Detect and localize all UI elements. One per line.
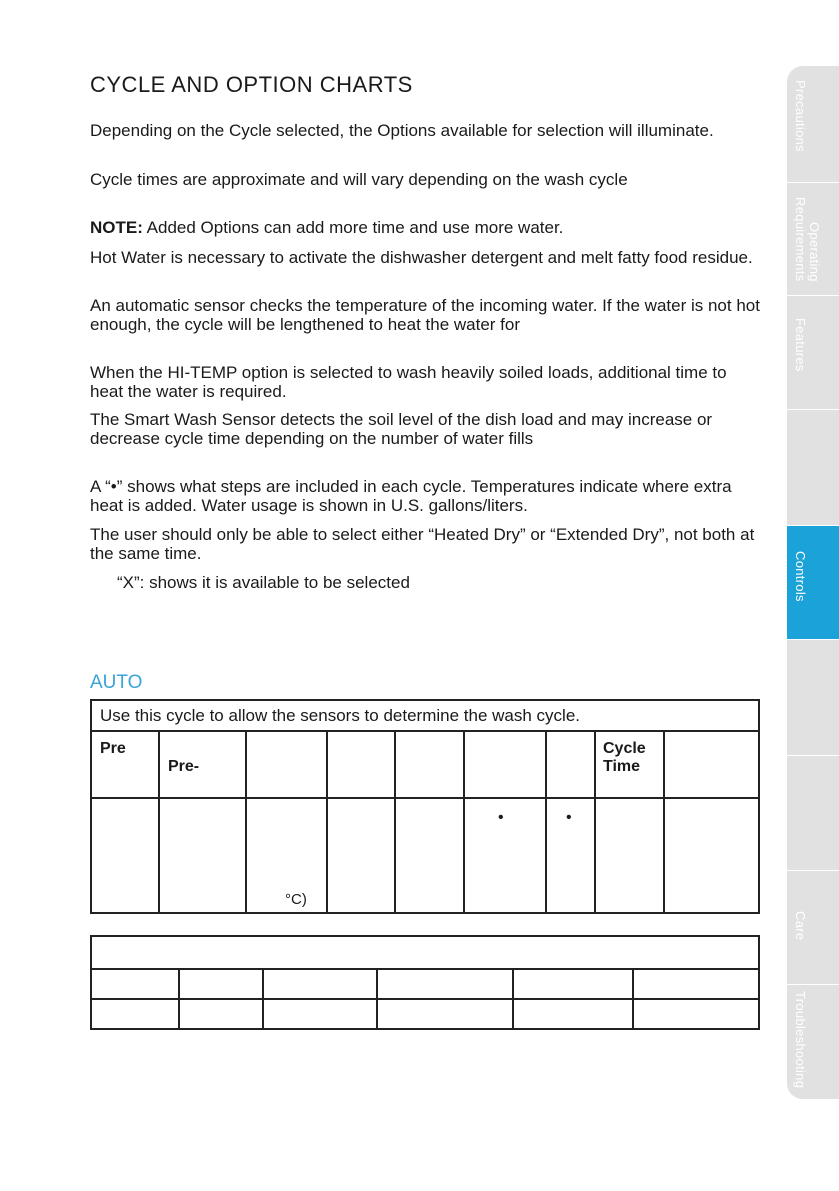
data-cell	[245, 799, 326, 912]
options-table-row	[92, 998, 758, 1028]
x-legend-paragraph: “X”: shows it is available to be selected	[117, 573, 410, 592]
sensor-paragraph: An automatic sensor checks the temperature of the incoming water. If the water is not hot enough, the cycle will be lengthened to heat the water for	[90, 296, 760, 334]
tab-blank-1[interactable]	[787, 410, 839, 526]
auto-table-header-row	[92, 732, 758, 799]
options-cell	[178, 970, 262, 998]
step-dot: •	[498, 809, 504, 826]
options-table	[90, 935, 760, 1030]
header-cell	[594, 732, 663, 797]
options-cell	[632, 1000, 758, 1028]
intro-paragraph: Depending on the Cycle selected, the Options available for selection will illuminate.	[90, 121, 714, 140]
data-cell	[663, 799, 758, 912]
hot-water-paragraph: Hot Water is necessary to activate the dishwasher detergent and melt fatty food residue.	[90, 248, 753, 267]
options-cell	[512, 970, 632, 998]
auto-cycle-table	[90, 699, 760, 914]
smart-wash-paragraph: The Smart Wash Sensor detects the soil level of the dish load and may increase or decrease cycle time depending on the number of water fills	[90, 410, 713, 448]
tab-label: Care	[793, 911, 808, 941]
options-cell	[262, 970, 376, 998]
data-cell	[545, 799, 594, 912]
note-label: NOTE:	[90, 218, 143, 237]
tab-care[interactable]	[787, 871, 839, 985]
header-cell	[245, 732, 326, 797]
tab-controls[interactable]	[787, 526, 839, 640]
header-cell	[545, 732, 594, 797]
tab-blank-3[interactable]	[787, 756, 839, 871]
tab-label: Troubleshooting	[793, 991, 808, 1089]
header-cell	[158, 732, 245, 797]
dot-legend-paragraph: A “•” shows what steps are included in each cycle. Temperatures indicate where extra heat is added. Water usage is shown in U.S. gallons/liters.	[90, 477, 732, 515]
header-cell	[463, 732, 545, 797]
temperature-label: °C)	[285, 891, 307, 908]
side-tab-navigation	[787, 66, 839, 1100]
data-cell	[92, 799, 158, 912]
options-cell	[376, 1000, 512, 1028]
options-cell	[92, 1000, 178, 1028]
options-cell	[376, 970, 512, 998]
options-cell	[512, 1000, 632, 1028]
data-cell	[394, 799, 463, 912]
tab-troubleshooting[interactable]	[787, 985, 839, 1100]
auto-section-title: AUTO	[90, 672, 143, 693]
header-cell	[663, 732, 758, 797]
note-text: Added Options can add more time and use more water.	[142, 218, 564, 237]
auto-cycle-description: Use this cycle to allow the sensors to determine the wash cycle.	[92, 701, 758, 732]
cycle-times-paragraph: Cycle times are approximate and will vary depending on the wash cycle	[90, 170, 628, 189]
hi-temp-paragraph: When the HI-TEMP option is selected to wash heavily soiled loads, additional time to heat the water is required.	[90, 363, 727, 401]
header-cell	[92, 732, 158, 797]
tab-label: Features	[793, 318, 808, 372]
tab-label: Precautions	[793, 80, 808, 152]
tab-label: Controls	[793, 551, 808, 602]
header-pre-wash: Pre-	[168, 758, 200, 775]
options-cell	[262, 1000, 376, 1028]
data-cell	[463, 799, 545, 912]
options-cell	[178, 1000, 262, 1028]
page-title: CYCLE AND OPTION CHARTS	[90, 72, 413, 97]
tab-features[interactable]	[787, 296, 839, 410]
step-dot: •	[566, 809, 572, 826]
tab-precautions[interactable]	[787, 66, 839, 183]
dry-option-paragraph: The user should only be able to select either “Heated Dry” or “Extended Dry”, not both at the same time.	[90, 525, 755, 563]
header-cell	[326, 732, 394, 797]
options-table-row	[92, 968, 758, 998]
header-cycle-time: Cycle Time	[603, 740, 646, 775]
header-cell	[394, 732, 463, 797]
data-cell	[594, 799, 663, 912]
options-cell	[92, 970, 178, 998]
tab-blank-2[interactable]	[787, 640, 839, 756]
data-cell	[158, 799, 245, 912]
auto-table-data-row	[92, 799, 758, 912]
data-cell	[326, 799, 394, 912]
header-pre: Pre	[100, 740, 126, 757]
note-paragraph	[90, 218, 760, 237]
options-cell	[632, 970, 758, 998]
tab-label: Operating Requirements	[793, 197, 822, 282]
tab-operating-requirements[interactable]	[787, 183, 839, 296]
